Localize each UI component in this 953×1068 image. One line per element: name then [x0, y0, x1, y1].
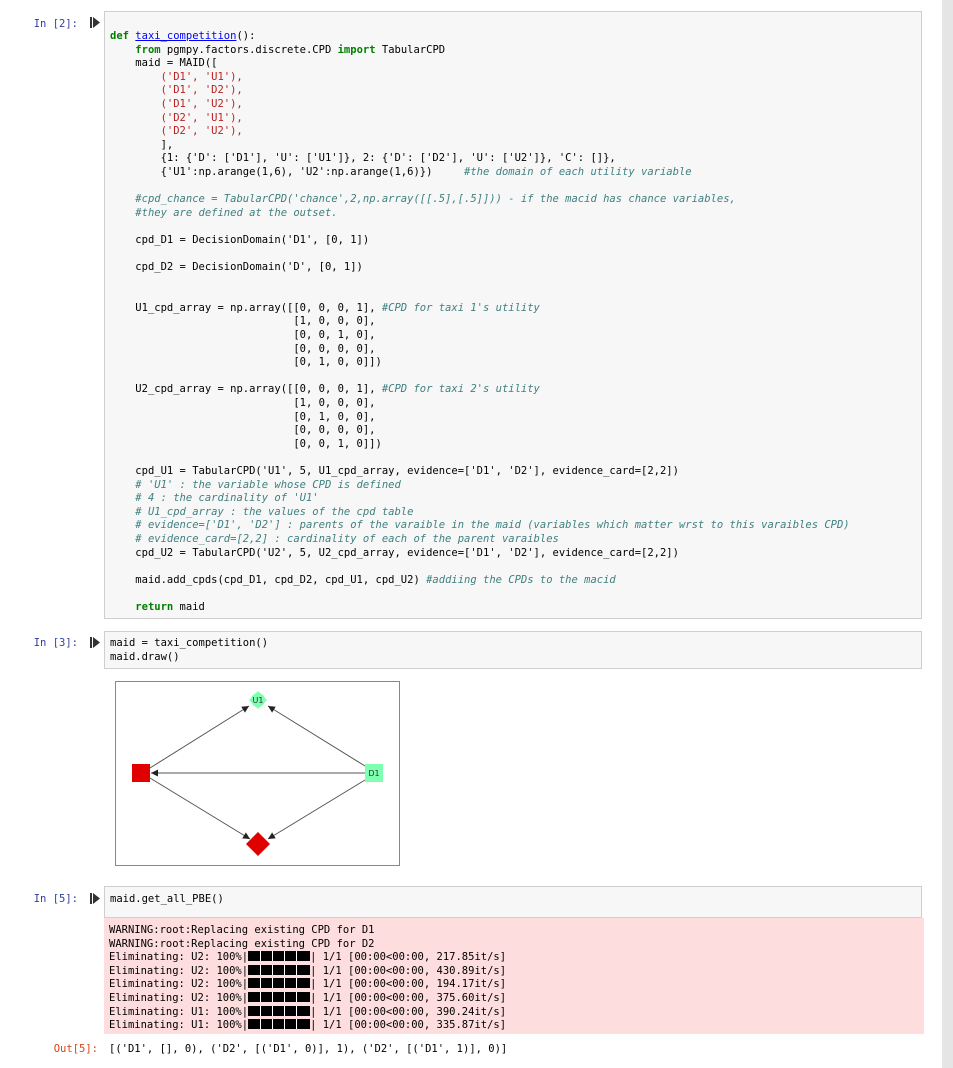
node-d2 [132, 764, 150, 782]
def-keyword: def [110, 30, 129, 42]
progress-label: Eliminating: U1: 100%| [109, 1005, 249, 1018]
progress-label: Eliminating: U2: 100%| [109, 991, 249, 1004]
array-row: [0, 1, 0, 0]]) [293, 356, 382, 369]
progress-bar [248, 1019, 310, 1029]
run-cell-icon[interactable] [90, 17, 100, 28]
progress-stats: | 1/1 [00:00<00:00, 430.89it/s] [310, 964, 507, 977]
code-line: cpd_U1 = TabularCPD('U1', 5, U1_cpd_array, evidence=['D1', 'D2'], evidence_card=[2,2]) [135, 465, 679, 477]
return-keyword: return [135, 600, 174, 613]
page-scrollbar[interactable] [942, 0, 953, 1068]
code-line: U2_cpd_array = np.array([[0, 0, 0, 1], [135, 383, 376, 396]
progress-bar [248, 951, 310, 961]
code-line: cpd_D2 = DecisionDomain('D', [0, 1]) [135, 261, 363, 274]
code-line: cpd_D1 = DecisionDomain('D1', [0, 1]) [135, 233, 370, 246]
progress-label: Eliminating: U2: 100%| [109, 951, 249, 964]
progress-stats: | 1/1 [00:00<00:00, 375.60it/s] [310, 991, 507, 1004]
code-comment: #cpd_chance = TabularCPD('chance',2,np.array([[.5],[.5]])) - if the macid has chance variables, [135, 193, 736, 206]
cell-output-result: [('D1', [], 0), ('D2', [('D1', 0)], 1), ('D2', [('D1', 1)], 0)] [109, 1043, 508, 1055]
node-u1 [249, 691, 267, 709]
code-comment: #addiing the CPDs to the macid [426, 573, 616, 586]
code-token: TabularCPD [375, 43, 446, 56]
code-editor[interactable] [110, 637, 921, 664]
code-comment: #the domain of each utility variable [464, 165, 692, 178]
code-line: maid.draw() [110, 650, 180, 663]
code-editor[interactable] [110, 30, 921, 615]
code-comment: # evidence=['D1', 'D2'] : parents of the varaible in the maid (variables which matter wrst to this varaibles CPD) [135, 519, 850, 532]
code-comment: # 4 : the cardinality of 'U1' [135, 492, 319, 505]
node-d1 [365, 764, 383, 782]
edge-tuple: ('D2', 'U2'), [160, 125, 243, 138]
progress-bar [248, 978, 310, 988]
progress-label: Eliminating: U2: 100%| [109, 964, 249, 977]
code-line: {1: {'D': ['D1'], 'U': ['U1']}, 2: {'D': ['D2'], 'U': ['U2']}, 'C': []}, [160, 152, 616, 165]
code-line: U1_cpd_array = np.array([[0, 0, 0, 1], [135, 301, 376, 314]
code-line: cpd_U2 = TabularCPD('U2', 5, U2_cpd_array, evidence=['D1', 'D2'], evidence_card=[2,2]) [135, 546, 679, 559]
node-u2 [246, 832, 270, 856]
warning-line: WARNING:root:Replacing existing CPD for D2 [109, 937, 375, 950]
svg-text:U1: U1 [252, 696, 264, 705]
array-row: [0, 0, 1, 0]]) [293, 437, 382, 450]
code-line: {'U1':np.arange(1,6), 'U2':np.arange(1,6)}) [160, 165, 433, 178]
edge-tuple: ('D1', 'U2'), [160, 97, 243, 110]
function-name: taxi_competition [135, 30, 237, 42]
cell-prompt-in-5: In [5]: [33, 893, 78, 905]
stderr-output [104, 918, 924, 1034]
cell-prompt-in-2: In [2]: [33, 18, 78, 30]
code-line: maid = MAID([ [135, 57, 218, 70]
array-row: [0, 1, 0, 0], [293, 410, 376, 423]
cell-prompt-out-5: Out[5]: [53, 1043, 98, 1055]
progress-bar [248, 992, 310, 1002]
warning-line: WARNING:root:Replacing existing CPD for D1 [109, 924, 375, 936]
edge-tuple: ('D1', 'U1'), [160, 70, 243, 83]
array-row: [0, 0, 1, 0], [293, 329, 376, 342]
progress-stats: | 1/1 [00:00<00:00, 217.85it/s] [310, 951, 507, 964]
code-comment: # 'U1' : the variable whose CPD is defined [135, 478, 401, 491]
run-cell-icon[interactable] [90, 893, 100, 904]
import-keyword: import [337, 43, 376, 56]
code-cell-draw[interactable] [104, 631, 922, 669]
code-line: maid.add_cpds(cpd_D1, cpd_D2, cpd_U1, cpd_U2) [135, 573, 420, 586]
edge-tuple: ('D1', 'D2'), [160, 84, 243, 97]
array-row: [0, 0, 0, 0], [293, 342, 376, 355]
progress-bar [248, 1006, 310, 1016]
code-line: maid.get_all_PBE() [110, 893, 224, 905]
edge-d2-u2 [150, 778, 250, 839]
progress-stats: | 1/1 [00:00<00:00, 194.17it/s] [310, 978, 507, 991]
edge-d2-u1 [150, 706, 249, 768]
code-token: (): [236, 30, 256, 42]
run-cell-icon[interactable] [90, 637, 100, 648]
svg-text:D1: D1 [368, 769, 380, 778]
code-line: ], [160, 138, 174, 151]
edge-d1-u1 [268, 706, 365, 766]
edge-d1-u2 [268, 780, 365, 839]
array-row: [1, 0, 0, 0], [293, 397, 376, 410]
progress-label: Eliminating: U2: 100%| [109, 978, 249, 991]
code-cell-get-all-pbe[interactable] [104, 886, 922, 918]
code-line: maid = taxi_competition() [110, 637, 269, 649]
from-keyword: from [135, 43, 161, 56]
progress-stats: | 1/1 [00:00<00:00, 335.87it/s] [310, 1019, 507, 1032]
code-comment: #they are defined at the outset. [135, 206, 338, 219]
cell-prompt-in-3: In [3]: [33, 637, 78, 649]
maid-graph-svg [116, 682, 399, 865]
array-row: [0, 0, 0, 0], [293, 424, 376, 437]
array-row: [1, 0, 0, 0], [293, 315, 376, 328]
code-comment: # U1_cpd_array : the values of the cpd table [135, 505, 414, 518]
code-comment: #CPD for taxi 2's utility [381, 383, 540, 396]
code-comment: #CPD for taxi 1's utility [381, 301, 540, 314]
code-comment: # evidence_card=[2,2] : cardinality of each of the parent varaibles [135, 532, 559, 545]
code-cell-taxi-competition[interactable] [104, 11, 922, 619]
edge-tuple: ('D2', 'U1'), [160, 111, 243, 124]
maid-graph-output [115, 681, 400, 866]
progress-stats: | 1/1 [00:00<00:00, 390.24it/s] [310, 1005, 507, 1018]
code-token: pgmpy.factors.discrete.CPD [160, 43, 338, 56]
code-token: maid [173, 600, 205, 613]
progress-label: Eliminating: U1: 100%| [109, 1019, 249, 1032]
code-editor[interactable] [110, 893, 921, 907]
progress-bar [248, 965, 310, 975]
